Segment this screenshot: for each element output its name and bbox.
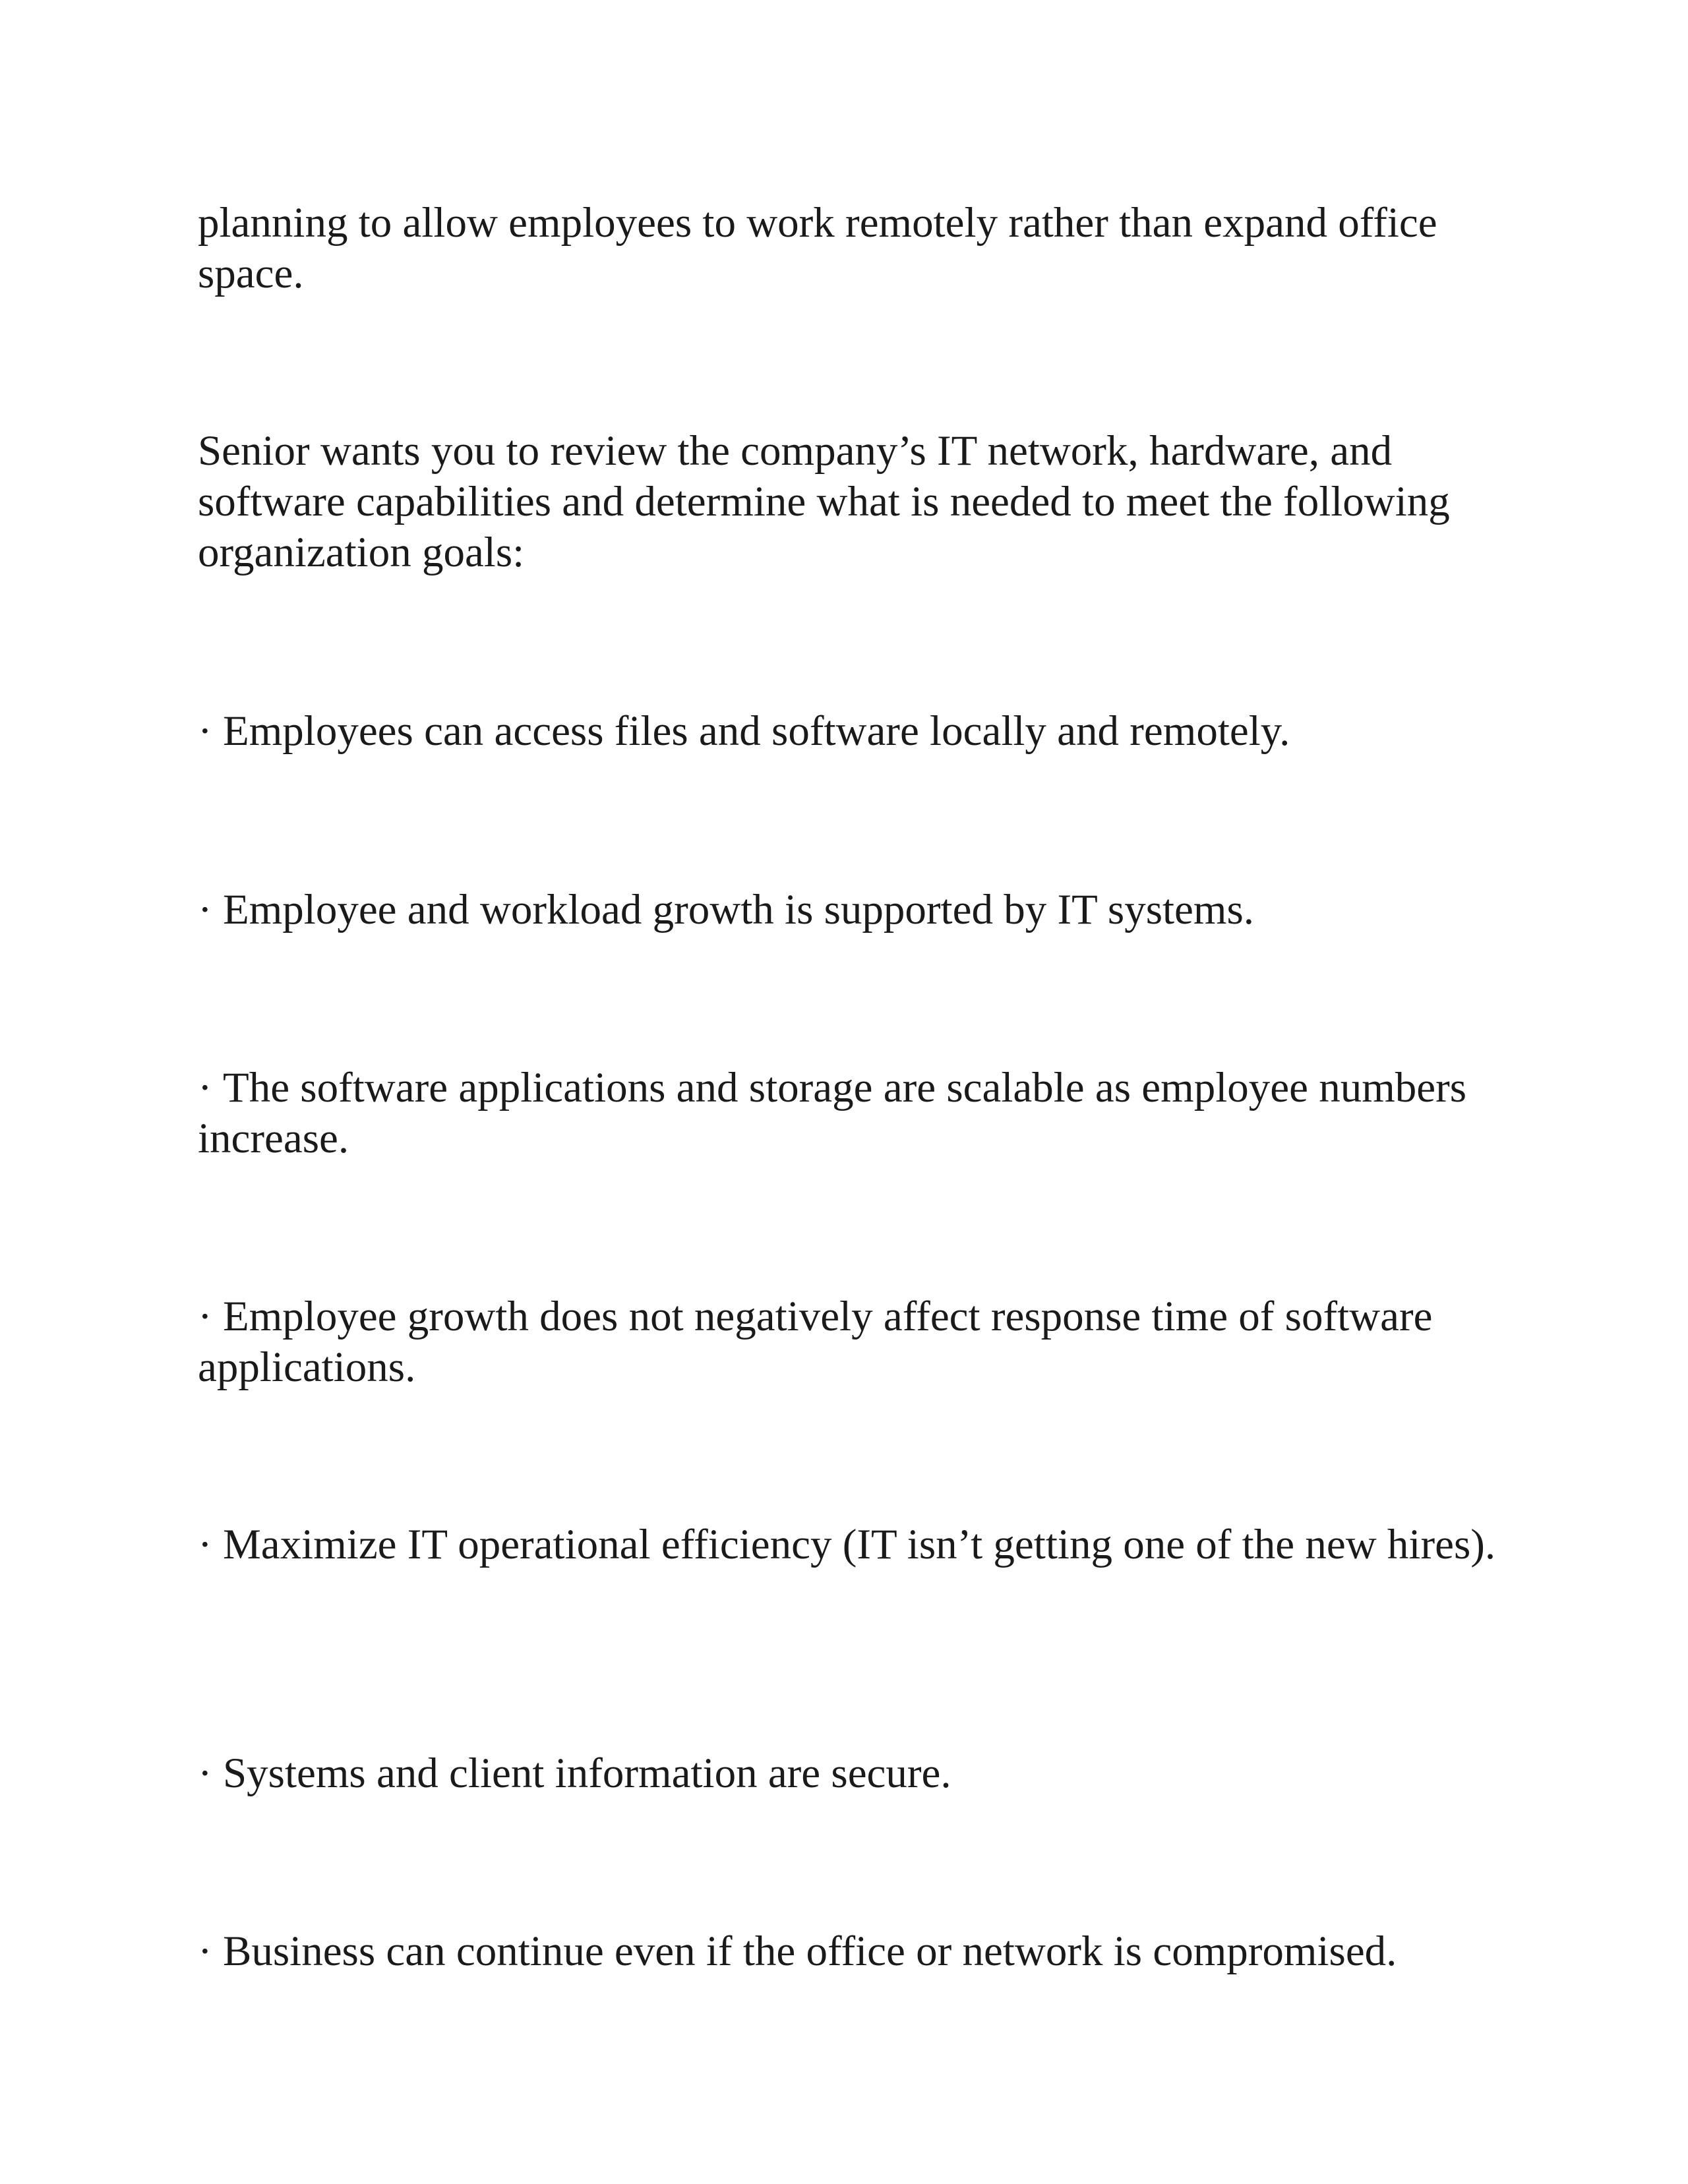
goal-text: Maximize IT operational efficiency (IT isn’t getting one of the new hires). — [223, 1521, 1496, 1568]
bullet-icon: · — [198, 1750, 212, 1797]
goal-text: The software applications and storage are scalable as employee numbers increase. — [198, 1064, 1467, 1162]
goal-item — [198, 1926, 1510, 1977]
goal-text: Systems and client information are secure. — [223, 1750, 951, 1797]
bullet-icon: · — [198, 886, 212, 933]
goal-text: Business can continue even if the office or network is compromised. — [223, 1928, 1397, 1975]
bullet-icon: · — [198, 1928, 212, 1975]
goal-item — [198, 1291, 1510, 1393]
goal-item — [198, 1520, 1510, 1570]
goal-item — [198, 885, 1510, 935]
goal-text: Employees can access files and software locally and remotely. — [223, 707, 1290, 755]
goal-text: Employee growth does not negatively affect response time of software applications. — [198, 1293, 1433, 1391]
bullet-icon: · — [198, 1293, 212, 1340]
bullet-icon: · — [198, 707, 212, 755]
bullet-icon: · — [198, 1064, 212, 1111]
intro-paragraph-continuation: planning to allow employees to work remotely rather than expand office space. — [198, 199, 1437, 297]
goal-text: Employee and workload growth is supported by IT systems. — [223, 886, 1254, 933]
goals-intro-paragraph: Senior wants you to review the company’s IT network, hardware, and software capabilities and determine what is needed to meet the following organization goals: — [198, 427, 1450, 576]
goal-item — [198, 1748, 1510, 1799]
goal-item — [198, 706, 1510, 757]
bullet-icon: · — [198, 1521, 212, 1568]
goal-item — [198, 1063, 1510, 1164]
